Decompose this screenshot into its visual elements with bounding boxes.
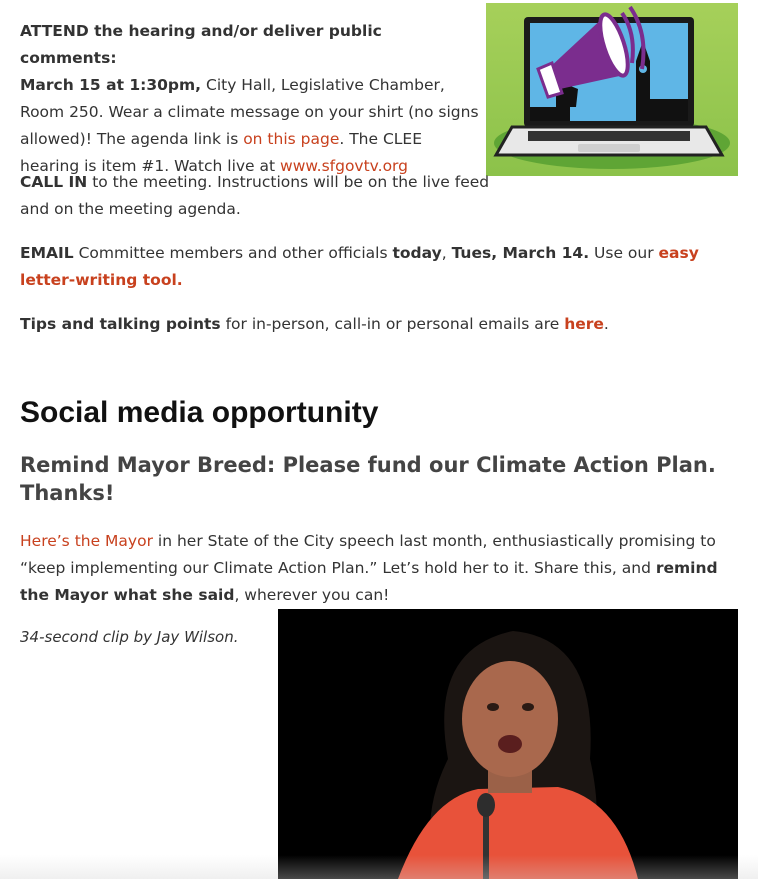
tips-lead: Tips and talking points xyxy=(20,315,221,333)
laptop-megaphone-illustration xyxy=(486,3,738,176)
call-in-text: to the meeting. Instructions will be on the live feed and on the meeting agenda. xyxy=(20,173,490,218)
attend-text: City Hall, Legislative Chamber, Room 250. Wear a climate message on your shirt (no signs allowed)! The agenda link is xyxy=(20,76,479,148)
tips-end: . xyxy=(603,315,609,333)
call-in-paragraph xyxy=(20,169,490,223)
mayor-video-frame-icon xyxy=(278,609,738,879)
email-text: Committee members and other officials xyxy=(73,244,393,262)
video-thumbnail[interactable] xyxy=(278,609,738,879)
social-media-heading: Social media opportunity xyxy=(20,396,379,429)
email-comma: , xyxy=(441,244,452,262)
letter-writing-tool-link[interactable]: easy letter-writing tool. xyxy=(20,244,699,289)
mayor-speech-link[interactable]: Here’s the Mayor xyxy=(20,532,153,550)
clip-caption: 34-second clip by Jay Wilson. xyxy=(20,628,239,646)
email-paragraph xyxy=(20,240,735,294)
email-lead: EMAIL xyxy=(20,244,74,262)
tips-text: for in-person, call-in or personal emails are xyxy=(220,315,565,333)
mayor-bold: remind the Mayor what she said xyxy=(20,559,718,604)
laptop-icon xyxy=(486,3,738,176)
email-today: today xyxy=(392,244,442,262)
mayor-paragraph xyxy=(20,528,740,609)
attend-text-2: . The CLEE hearing is item #1. Watch live at xyxy=(20,130,423,175)
email-text-2: Use our xyxy=(589,244,659,262)
tips-paragraph xyxy=(20,311,735,338)
agenda-link[interactable]: on this page xyxy=(243,130,340,148)
attend-when: March 15 at 1:30pm, xyxy=(20,76,202,94)
sfgovtv-link[interactable]: www.sfgovtv.org xyxy=(280,157,408,175)
attend-lead: ATTEND the hearing and/or deliver public comments: xyxy=(20,22,382,67)
mayor-text: in her State of the City speech last month, enthusiastically promising to “keep implementing our Climate Action Plan.” Let’s hold her to it. Share this, and xyxy=(20,532,716,577)
call-in-lead: CALL IN xyxy=(20,173,88,191)
attend-paragraph xyxy=(20,18,482,180)
mayor-text-2: , wherever you can! xyxy=(234,586,390,604)
tips-here-link[interactable]: here xyxy=(564,315,604,333)
email-date: Tues, March 14. xyxy=(451,244,590,262)
remind-mayor-subheading: Remind Mayor Breed: Please fund our Climate Action Plan. Thanks! xyxy=(20,453,716,505)
